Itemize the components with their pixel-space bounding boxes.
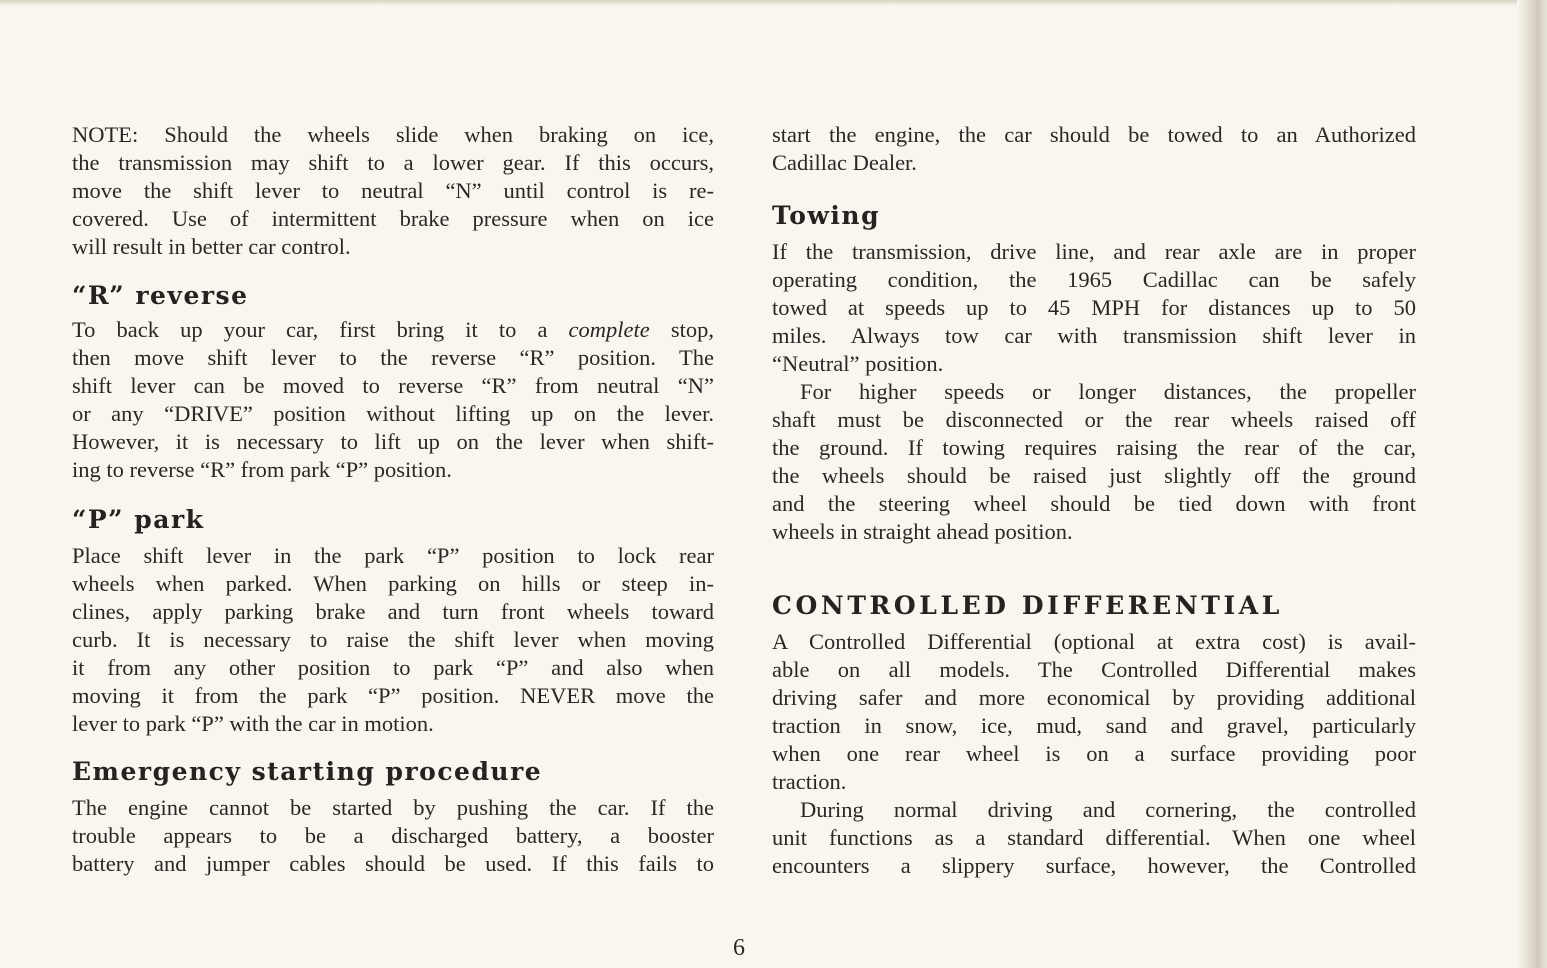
text-line	[72, 316, 714, 344]
text-line: the transmission may shift to a lower gear. If this occurs,	[72, 150, 714, 175]
text-line: clines, apply parking brake and turn front wheels toward	[72, 599, 714, 624]
text-line: then move shift lever to the reverse “R” position. The	[72, 345, 714, 370]
text-line: moving it from the park “P” position. NEVER move the	[72, 683, 714, 708]
text-line: lever to park “P” with the car in motion.	[72, 711, 434, 736]
text-line: driving safer and more economical by providing additional	[772, 685, 1416, 710]
paragraph	[772, 121, 1416, 177]
text-line: it from any other position to park “P” and also when	[72, 655, 714, 680]
text-line: Place shift lever in the park “P” position to lock rear	[72, 543, 714, 568]
text-line: wheels in straight ahead position.	[772, 519, 1073, 544]
text-line: trouble appears to be a discharged battery, a booster	[72, 823, 714, 848]
paragraph	[772, 238, 1416, 378]
text-line: when one rear wheel is on a surface providing poor	[772, 741, 1416, 766]
text-segment: stop,	[649, 317, 714, 342]
paragraph	[72, 542, 714, 738]
text-line: battery and jumper cables should be used. If this fails to	[72, 851, 714, 876]
text-line: shaft must be disconnected or the rear wheels raised off	[772, 407, 1416, 432]
page-number: 6	[733, 935, 745, 961]
text-line: and the steering wheel should be tied down with front	[772, 491, 1416, 516]
text-line: encounters a slippery surface, however, the Controlled	[772, 853, 1416, 878]
text-line: covered. Use of intermittent brake pressure when on ice	[72, 206, 714, 231]
section-heading-p-park: “P” park	[72, 505, 205, 534]
text-line: the wheels should be raised just slightly off the ground	[772, 463, 1416, 488]
section-heading-controlled-differential: CONTROLLED DIFFERENTIAL	[772, 591, 1283, 620]
text-line: able on all models. The Controlled Differential makes	[772, 657, 1416, 682]
paragraph	[772, 628, 1416, 796]
section-heading-r-reverse: “R” reverse	[72, 281, 249, 310]
section-heading-emergency-starting-procedure: Emergency starting procedure	[72, 757, 543, 786]
text-segment: To back up your car, first bring it to a	[72, 317, 569, 342]
text-line: operating condition, the 1965 Cadillac can be safely	[772, 267, 1416, 292]
text-line: miles. Always tow car with transmission shift lever in	[772, 323, 1416, 348]
text-line: curb. It is necessary to raise the shift lever when moving	[72, 627, 714, 652]
text-line: For higher speeds or longer distances, the propeller	[800, 379, 1416, 404]
paragraph	[72, 316, 714, 484]
text-line: will result in better car control.	[72, 234, 351, 259]
text-line: A Controlled Differential (optional at extra cost) is avail-	[772, 629, 1416, 654]
text-line: The engine cannot be started by pushing the car. If the	[72, 795, 714, 820]
text-line: NOTE: Should the wheels slide when braking on ice,	[72, 122, 714, 147]
text-line: move the shift lever to neutral “N” until control is re-	[72, 178, 714, 203]
section-heading-towing: Towing	[772, 201, 881, 230]
text-line: “Neutral” position.	[772, 351, 944, 376]
page-top-edge	[0, 0, 1547, 6]
text-line: If the transmission, drive line, and rear axle are in proper	[772, 239, 1416, 264]
text-line: However, it is necessary to lift up on the lever when shift-	[72, 429, 714, 454]
emphasized-text: complete	[568, 317, 650, 342]
text-line: ing to reverse “R” from park “P” position.	[72, 457, 452, 482]
paragraph	[772, 796, 1416, 880]
paragraph	[772, 378, 1416, 546]
text-line: Cadillac Dealer.	[772, 150, 917, 175]
text-line: wheels when parked. When parking on hills or steep in-	[72, 571, 714, 596]
paragraph	[72, 121, 714, 261]
paragraph	[72, 794, 714, 878]
text-line: the ground. If towing requires raising the rear of the car,	[772, 435, 1416, 460]
text-line: traction.	[772, 769, 847, 794]
text-line: or any “DRIVE” position without lifting up on the lever.	[72, 401, 714, 426]
text-line: shift lever can be moved to reverse “R” from neutral “N”	[72, 373, 714, 398]
text-line: During normal driving and cornering, the controlled	[800, 797, 1416, 822]
text-line: start the engine, the car should be towed to an Authorized	[772, 122, 1416, 147]
text-line: unit functions as a standard differential. When one wheel	[772, 825, 1416, 850]
page-binding-edge	[1517, 0, 1547, 968]
text-line: traction in snow, ice, mud, sand and gravel, particularly	[772, 713, 1416, 738]
text-line: towed at speeds up to 45 MPH for distances up to 50	[772, 295, 1416, 320]
